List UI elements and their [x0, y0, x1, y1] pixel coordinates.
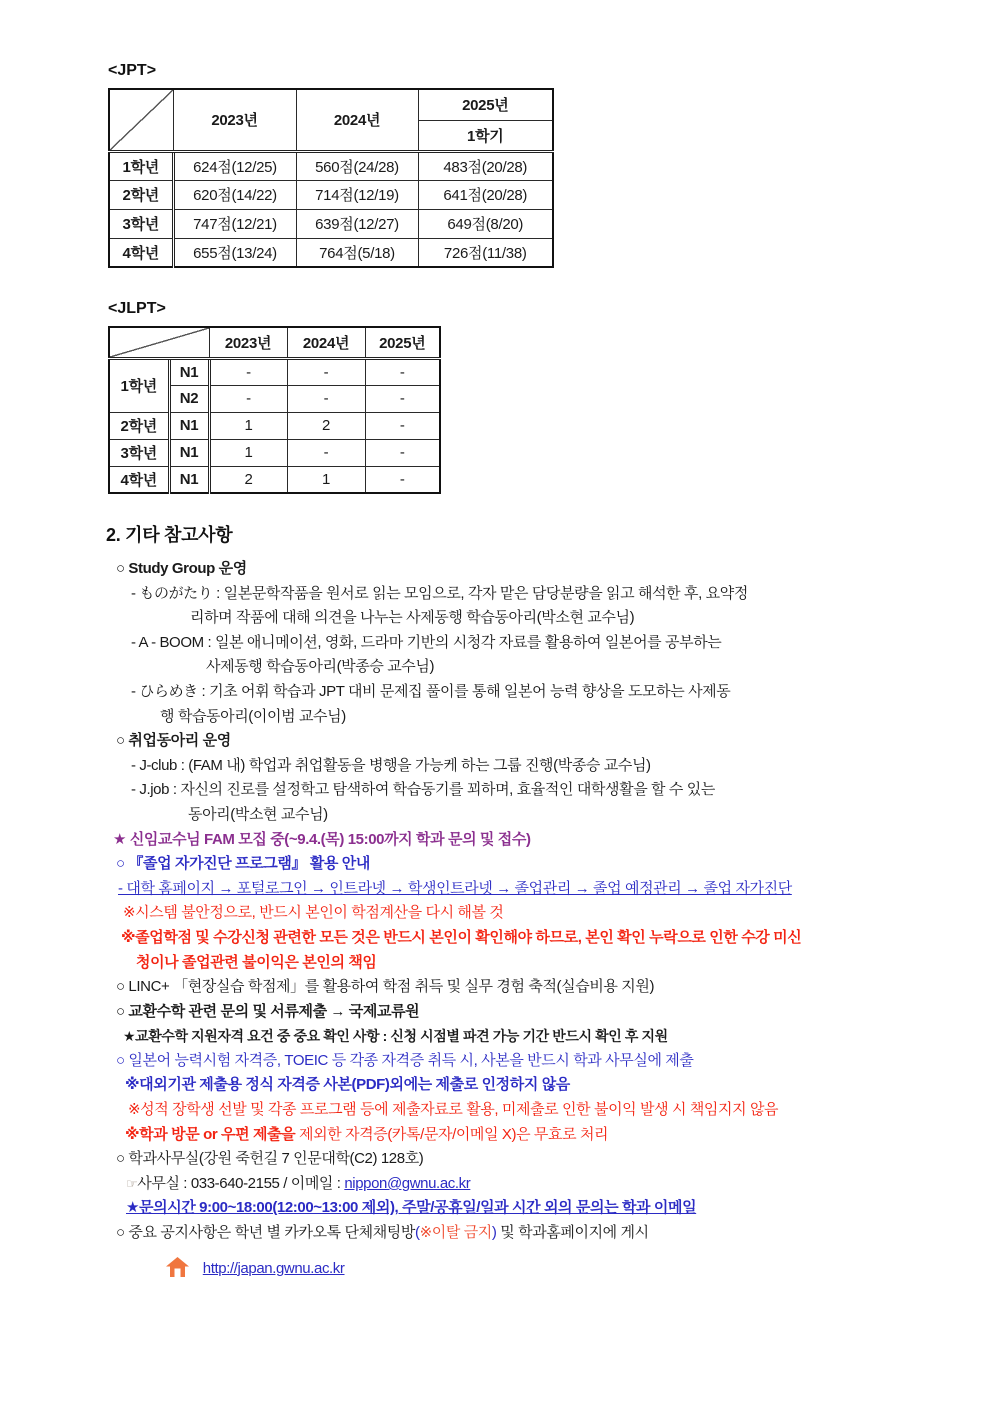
text-span: ※성적 장학생 선발 및 각종 프로그램 등에 제출자료로 활용, 미제출로 인한 불이익 발생 시 책임지지 않음: [128, 1101, 779, 1119]
table-cell: -: [365, 385, 440, 412]
text-line: [108, 705, 978, 730]
table-cell: 641점(20/28): [418, 180, 553, 209]
text-line: [108, 828, 978, 853]
jpt-title: <JPT>: [108, 62, 157, 79]
text-span: ☞: [126, 1175, 138, 1191]
text-span: ○ 취업동아리 운영: [116, 732, 231, 750]
jlpt-header-row: [109, 327, 440, 358]
section-heading: 2. 기타 참고사항: [106, 525, 233, 545]
jpt-table: [108, 88, 554, 268]
table-cell: -: [365, 358, 440, 385]
text-span: ○ 중요 공지사항은 학년 별 카카오톡 단체채팅방: [116, 1224, 415, 1242]
text-span: ○ 교환수학 관련 문의 및 서류제출 → 국제교류원: [116, 1002, 420, 1020]
table-cell: -: [209, 358, 287, 385]
text-line: [108, 754, 978, 779]
text-line: [108, 1123, 978, 1148]
jlpt-table: [108, 326, 441, 494]
text-span: - J-club : (FAM 내) 학업과 취업활동을 병행을 가능케 하는 그룹 진행(박종승 교수님): [131, 756, 651, 774]
text-line: [108, 877, 978, 902]
text-span: - ものがたり : 일본문학작품을 원서로 읽는 모임으로, 각자 맡은 담당분량을 읽고 해석한 후, 요약정: [131, 584, 748, 602]
level-label: N1: [169, 466, 209, 493]
text-line: [108, 680, 978, 705]
level-label: N2: [169, 385, 209, 412]
jpt-col-header: 2025년: [418, 89, 553, 120]
text-span: ○ 학과사무실(강원 죽헌길 7 인문대학(C2) 128호): [116, 1150, 424, 1168]
text-line: [108, 778, 978, 803]
text-span: 사무실 : 033-640-2155 / 이메일 :: [137, 1174, 345, 1192]
text-line: [108, 1073, 978, 1098]
text-line: [108, 655, 978, 680]
diagonal-cell: [109, 89, 173, 151]
table-cell: -: [365, 412, 440, 439]
text-line: [108, 951, 978, 976]
text-span: ○ 일본어 능력시험 자격증, TOEIC 등 각종 자격증 취득 시, 사본을 반드시 학과 사무실에 제출: [116, 1051, 694, 1069]
table-row: [109, 439, 440, 466]
diagonal-cell: [109, 327, 209, 358]
text-span: ★ 신임교수님 FAM 모집 중(~9.4.(목) 15:00까지 학과 문의 및 접수): [113, 830, 531, 848]
level-label: N1: [169, 439, 209, 466]
row-label: 4학년: [109, 238, 173, 267]
text-line: [108, 901, 978, 926]
homepage-link[interactable]: http://japan.gwnu.ac.kr: [202, 1259, 345, 1277]
table-cell: 560점(24/28): [296, 151, 418, 180]
table-cell: 1: [209, 439, 287, 466]
table-cell: 620점(14/22): [173, 180, 296, 209]
text-line: [108, 606, 978, 631]
text-span: ★교환수학 지원자격 요건 중 중요 확인 사항 : 신청 시점별 파견 가능 기간 반드시 확인 후 지원: [123, 1028, 668, 1045]
row-label: 2학년: [109, 412, 169, 439]
text-span: ): [491, 1224, 497, 1242]
text-span: ※대외기관 제출용 정식 자격증 사본(PDF)외에는 제출로 인정하지 않음: [125, 1076, 570, 1094]
jlpt-col-header: 2025년: [365, 327, 440, 358]
text-line: [108, 1196, 978, 1221]
text-line: [108, 582, 978, 607]
table-cell: -: [287, 358, 365, 385]
text-span: ※졸업학점 및 수강신청 관련한 모든 것은 반드시 본인이 확인해야 하므로, 본인 확인 누락으로 인한 수강 미신: [121, 928, 802, 946]
text-span: - 대학 홈페이지 → 포털로그인 → 인트라넷 → 학생인트라넷 → 졸업관리 → 졸업 예정관리 → 졸업 자가진단: [118, 879, 792, 897]
text-span: ※학과 방문 or 우편 제출을: [125, 1125, 296, 1143]
jpt-table-body: [109, 151, 553, 267]
jpt-subheader-cell: 1학기: [418, 120, 553, 151]
table-cell: -: [287, 385, 365, 412]
table-cell: 2: [209, 466, 287, 493]
homepage-line: [108, 1254, 978, 1284]
table-row: [109, 358, 440, 385]
text-span: ★문의시간 9:00~18:00(12:00~13:00 제외), 주말/공휴일/일과 시간 외의 문의는 학과 이메일: [126, 1199, 697, 1217]
level-label: N1: [169, 358, 209, 385]
text-span: ※시스템 불안정으로, 반드시 본인이 학점계산을 다시 해볼 것: [123, 904, 504, 922]
text-span: 제외한 자격증(카톡/문자/이메일 X)은 무효로 처리: [295, 1125, 609, 1143]
jpt-col-header: 2023년: [173, 89, 296, 151]
jlpt-title: <JLPT>: [108, 300, 166, 317]
table-cell: -: [287, 439, 365, 466]
text-span: 행 학습동아리(이이범 교수님): [160, 707, 346, 725]
level-label: N1: [169, 412, 209, 439]
table-cell: 655점(13/24): [173, 238, 296, 267]
text-span: 사제동행 학습동아리(박종승 교수님): [206, 658, 435, 676]
row-label: 1학년: [109, 151, 173, 180]
text-span: 리하며 작품에 대해 의견을 나누는 사제동행 학습동아리(박소현 교수님): [190, 609, 635, 627]
row-label: 3학년: [109, 439, 169, 466]
text-line: [108, 803, 978, 828]
text-line: [108, 1147, 978, 1172]
text-line: [108, 1000, 978, 1025]
text-line: [108, 1172, 978, 1197]
text-line: [108, 1024, 978, 1049]
table-row: [109, 412, 440, 439]
text-span: 동아리(박소현 교수님): [188, 805, 328, 823]
row-label: 2학년: [109, 180, 173, 209]
table-cell: -: [365, 439, 440, 466]
text-line: [108, 975, 978, 1000]
table-row: [109, 466, 440, 493]
table-cell: 649점(8/20): [418, 209, 553, 238]
row-label: 4학년: [109, 466, 169, 493]
table-cell: 483점(20/28): [418, 151, 553, 180]
table-cell: -: [209, 385, 287, 412]
jpt-header-row: [109, 89, 553, 120]
table-cell: 714점(12/19): [296, 180, 418, 209]
row-label: 1학년: [109, 358, 169, 412]
table-cell: 639점(12/27): [296, 209, 418, 238]
text-line: [108, 1049, 978, 1074]
table-cell: 1: [209, 412, 287, 439]
text-span: ○ 『졸업 자가진단 프로그램』 활용 안내: [116, 855, 370, 873]
text-line: [108, 1221, 978, 1246]
jlpt-col-header: 2023년: [209, 327, 287, 358]
table-row: [109, 180, 553, 209]
notes: [108, 557, 978, 1284]
text-span: 및 학과홈페이지에 게시: [496, 1224, 649, 1242]
home-icon: [166, 1257, 189, 1277]
text-line: [108, 729, 978, 754]
table-cell: 726점(11/38): [418, 238, 553, 267]
text-span: ○ Study Group 운영: [116, 560, 247, 577]
table-cell: 747점(12/21): [173, 209, 296, 238]
text-line: [108, 852, 978, 877]
row-label: 3학년: [109, 209, 173, 238]
text-line: [108, 631, 978, 656]
text-line: [108, 926, 978, 951]
text-span: ※이탈 금지: [419, 1224, 492, 1242]
table-row: [109, 238, 553, 267]
table-row: [109, 151, 553, 180]
table-cell: 624점(12/25): [173, 151, 296, 180]
jlpt-table-body: [109, 358, 440, 493]
text-span: - ひらめき : 기초 어휘 학습과 JPT 대비 문제집 풀이를 통해 일본어 능력 향상을 도모하는 사제동: [131, 682, 731, 700]
table-row: [109, 209, 553, 238]
text-span: - J.job : 자신의 진로를 설정학고 탐색하여 학습동기를 꾀하며, 효율적인 대학생활을 할 수 있는: [131, 781, 715, 799]
jlpt-col-header: 2024년: [287, 327, 365, 358]
text-line: [108, 1098, 978, 1123]
document-content: [108, 62, 978, 1284]
email-link[interactable]: nippon@gwnu.ac.kr: [344, 1174, 471, 1192]
text-span: 청이나 졸업관련 불이익은 본인의 책임: [136, 953, 377, 971]
table-cell: 1: [287, 466, 365, 493]
text-span: ○ LINC+ 「현장실습 학점제」를 활용하여 학점 취득 및 실무 경험 축적(실습비용 지원): [116, 978, 655, 996]
table-cell: 2: [287, 412, 365, 439]
table-cell: 764점(5/18): [296, 238, 418, 267]
text-line: [108, 557, 978, 582]
jpt-col-header: 2024년: [296, 89, 418, 151]
text-span: - A - BOOM : 일본 애니메이션, 영화, 드라마 기반의 시청각 자료를 활용하여 일본어를 공부하는: [131, 633, 722, 651]
table-cell: -: [365, 466, 440, 493]
text-span: (: [414, 1224, 420, 1242]
